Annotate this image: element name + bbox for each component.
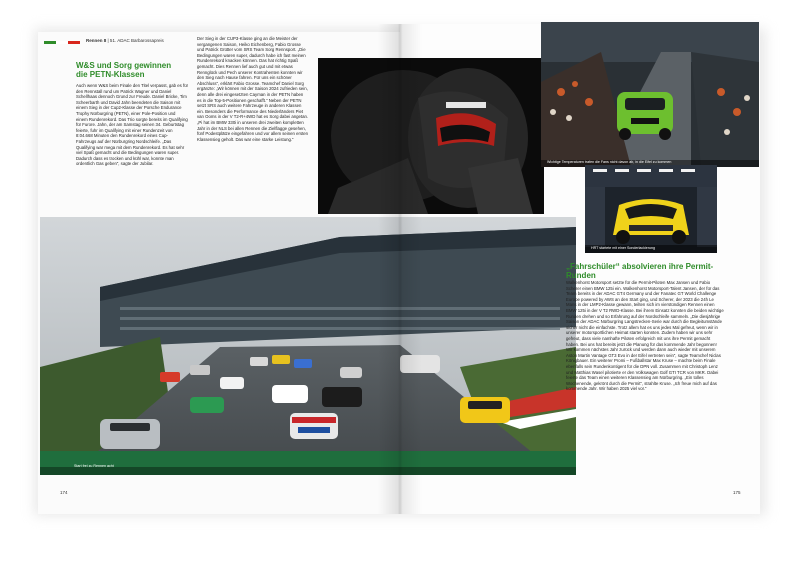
italian-flag-stripe xyxy=(44,41,80,44)
pitlane-caption: Wichtige Temperaturen trafen die Fans nicht davon ab, in die Eifel zu kommen xyxy=(547,160,672,164)
yellowcar-caption: HRT startete mit einer Sonderlackierung xyxy=(591,246,655,250)
grid-caption: Start frei zu Rennen acht xyxy=(74,464,114,468)
race-start-photo xyxy=(40,217,576,475)
driver-helmet-photo xyxy=(318,58,544,214)
page-number-left: 174 xyxy=(60,490,68,495)
right-article-title: „Fahrschüler“ absolvieren ihre Permit-Runden xyxy=(566,262,714,280)
running-head xyxy=(86,38,164,43)
pitlane-crowd-photo xyxy=(541,22,759,167)
left-article-column-2: Der Sieg in der CUP3-Klasse ging an die Meister der vergangenen Saison, Heiko Eichenberg, Fabio Grosse und Patrick Grütter vom SRS Team Sorg Rennsport. „Die Bedingungen waren super, dadurch habe ich fast meinen Rundenrekord knacken können. Das hat richtig Spaß gemacht. Dies Rennen lief auch gut und mit etwas Rennglück und Pech unserer Kontrahenten konnten wir den Sieg nach Hause fahren. Für uns ein schöner Abschluss“, erklärt Fabio Grosse. Teamchef Daniel Sorg ergänzte: „Wir können mit der Saison 2024 zufrieden sein, denn alle drei eingesetzten Cayman in der PETN haben es in die Top-5-Positionen geschafft.“ Neben der PETN setzt SRS auch weitere Fahrzeuge in anderen Klassen ein. Besonders die Performance des Niederländers Piet van Ooms in der V T2-R+4WD hat es Sorg dabei angetan. „Pi hat im BMW 330i in unseren drei zweiten kompletten Jahr in der NLS bei allen Rennen die Zielflagge gesehen, fünf Podestplätze eingefahren und vor allem seinen ersten Klassensieg geholt. Das war eine starke Leistung.“ xyxy=(197,36,309,142)
running-head-event: Rennen 8 xyxy=(86,38,107,43)
running-head-title: | 51. ADAC Barbarossapreis xyxy=(106,38,164,43)
left-article-title: W&S und Sorg gewinnen die PETN-Klassen xyxy=(76,61,172,79)
yellow-mercedes-photo xyxy=(585,165,717,253)
page-number-right: 175 xyxy=(733,490,741,495)
left-article-column-1: Auch wenn W&S beim Finale den Titel verpasst, gab es für den Rennstall rund um Patrick Wagner und Daniel Schellhaas dennoch Grund zur Freude. Daniel Bricke, Tim Scheerbarth und David Jahn beendeten die Saison mit einem Sieg in der Cup2-Klasse der Porsche Endurance Trophy Nürburgring (PETN), einer Pole-Position und einem Rundenrekord. Das Trio sorgte bereits im Qualifying für Furore. Jahn, der am Samstag seinen 34. Geburtstag feierte, fuhr im Qualifying mit einer Rundenzeit von 8:04.668 Minuten den Rundenrekord eines Cup-Fahrzeugs auf der Nürburgring Nordschleife. „Das Qualifying war mega mit dem Rundenrekord. Es hat sehr viel Spaß gemacht und die Bedingungen waren super. Dadurch dass es trocken und kühl war, konnte man ordentlich Gas geben“, sagte der Jubilar. xyxy=(76,83,188,167)
right-article-column: Walkenhorst Motorsport setzte für die Permit-Piloten Max Jansen und Fabio Scherer einen BMW 125i ein. Walkenhorst Motorsport-Talent Jansen, der für das Team bereits in der ADAC GT4 Germany und der Fanatec GT World Challenge Europe powered by AWS an den Start ging, und Scherer, der 2023 die 24h Le Mans in der LMP2-Klasse gewann, teilten sich im vierstündigen Rennen einen BMW 125i in der V T2 RWD-Klasse. Bei ihrem Einsatz konnten die beiden wichtige Runden drehen und so Erfahrung auf der Nordschleife sammeln. „Die diesjährige Saison der ADAC Nürburgring Langstrecken-Serie war durch die Begleitumstände sicher nicht die einfachste. Trotz allem hat es uns jedes Mal gefreut, wenn wir in unserer motorsportlichen Heimat starten konnten. Zudem haben wir uns sehr gefreut, dass viele namhafte Piloten erfolgreich mit uns ihre Permit gemacht haben. Bei uns hat bereits jetzt die Planung für das kommende Jahr begonnen! Wir kommen nächstes Jahr zurück und werden dann auch wieder mit unserem Aston Martin Vantage GT3 Evo in der Eifel vertreten sein“, sagte Teamchef Niclas Königbauer. Ein weiterer Promi – Fußballstar Max Kruse – machte beim Finale ebenfalls sein Rundenkontigent für die DPN voll. Zusammen mit Christoph Lenz und Matthias Wasel pilotierte er den Volkswagen Golf GTI TCR von MKR. Dabei feierte das Team einen weiteren Klassensieg am Nürburgring. „Ein tolles Wochenende, gekrönt durch die Permit“, strahlte Kruse. „Ich freue mich auf das kommende Jahr. Wir haben 2025 viel vor.“ xyxy=(566,280,724,392)
